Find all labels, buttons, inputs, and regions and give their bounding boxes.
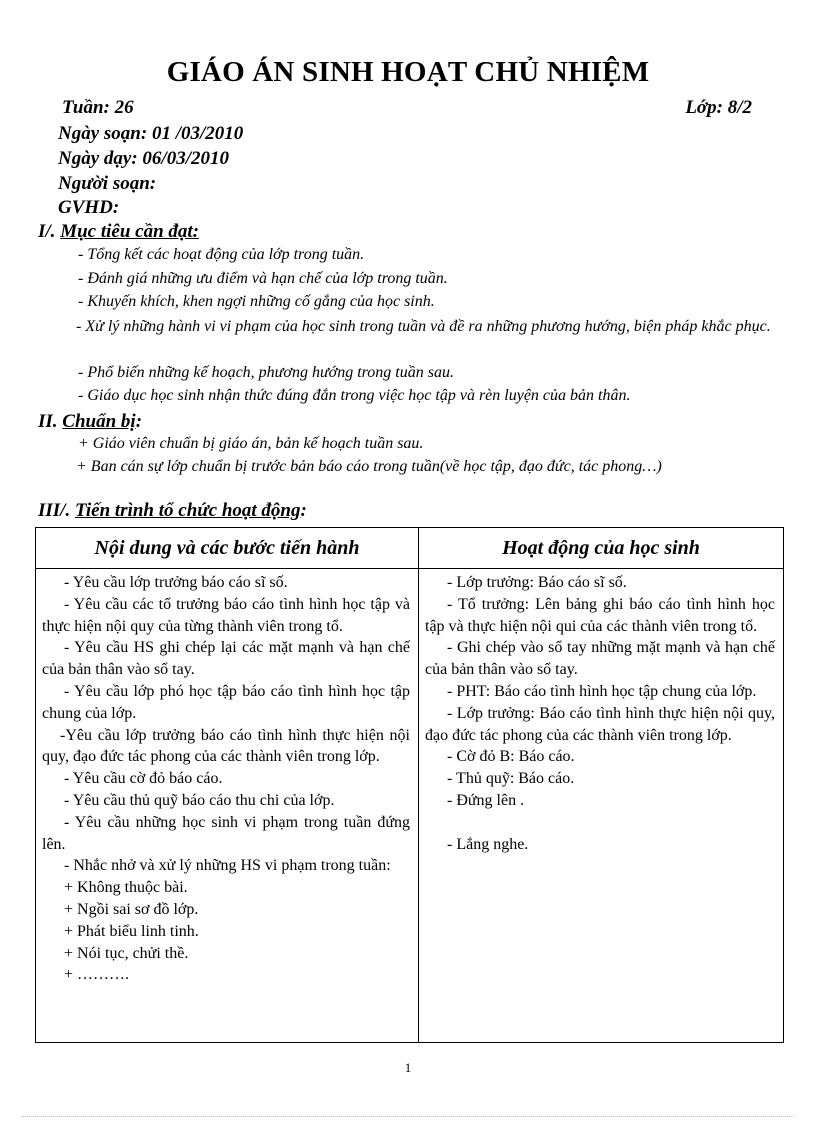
activity-step: - Lắng nghe. bbox=[447, 835, 529, 853]
table-row bbox=[36, 569, 784, 1043]
section1-item: - Phổ biến những kế hoạch, phương hướng trong tuần sau. bbox=[78, 364, 454, 381]
activity-step: - Lớp trưởng: Báo cáo tình hình thực hiện nội quy, đạo đức tác phong của các thành viên trong lớp. bbox=[425, 704, 775, 744]
section1-number: I/. bbox=[38, 221, 61, 242]
activity-step: - Lớp trưởng: Báo cáo sĩ số. bbox=[447, 574, 627, 591]
content-step: -Yêu cầu lớp trưởng báo cáo tình hình thực hiện nội quy, đạo đức tác phong của các thành viên trong lớp. bbox=[42, 726, 410, 766]
section1-title: Mục tiêu cần đạt: bbox=[60, 221, 199, 242]
content-step: + ………. bbox=[64, 966, 130, 984]
content-cell bbox=[36, 569, 419, 1043]
section1-item: - Xử lý những hành vi vi phạm của học sinh trong tuần và đề ra những phương hướng, biện pháp khắc phục. bbox=[76, 318, 771, 335]
author-label: Người soạn: bbox=[58, 173, 157, 194]
page-break-line bbox=[22, 1116, 794, 1117]
date-taught: Ngày dạy: 06/03/2010 bbox=[58, 148, 229, 169]
activity-step: - Thủ quỹ: Báo cáo. bbox=[447, 770, 575, 788]
activity-cell bbox=[419, 569, 784, 1043]
content-step: - Yêu cầu thủ quỹ báo cáo thu chi của lớp. bbox=[64, 791, 335, 809]
section1-item: - Giáo dục học sinh nhận thức đúng đắn trong việc học tập và rèn luyện của bản thân. bbox=[78, 387, 631, 404]
content-step: - Yêu cầu lớp trưởng báo cáo sĩ số. bbox=[64, 574, 288, 591]
page-number: 1 bbox=[404, 1060, 412, 1075]
section2-title: Chuẩn bị bbox=[62, 411, 136, 432]
section2-number: II. bbox=[38, 411, 63, 432]
section1-item: - Tổng kết các hoạt động của lớp trong tuần. bbox=[78, 246, 365, 263]
section1-heading bbox=[38, 221, 199, 243]
activity-step: - Ghi chép vào sổ tay những mặt mạnh và hạn chế của bản thân vào sổ tay. bbox=[425, 639, 775, 679]
activity-step: - Cờ đỏ B: Báo cáo. bbox=[447, 748, 575, 766]
content-step: - Yêu cầu những học sinh vi phạm trong tuần đứng lên. bbox=[42, 813, 410, 853]
section3-title: Tiến trình tổ chức hoạt động bbox=[74, 500, 301, 521]
section2-item: + Giáo viên chuẩn bị giáo án, bản kế hoạch tuần sau. bbox=[78, 435, 424, 452]
activity-step: - Đứng lên . bbox=[447, 791, 525, 809]
activity-step: - PHT: Báo cáo tình hình học tập chung của lớp. bbox=[447, 682, 757, 700]
activity-table bbox=[35, 527, 784, 1043]
content-step: + Không thuộc bài. bbox=[64, 879, 188, 897]
section3-heading bbox=[38, 500, 307, 522]
section1-item: - Đánh giá những ưu điểm và hạn chế của lớp trong tuần. bbox=[78, 270, 448, 287]
content-step: - Yêu cầu các tổ trưởng báo cáo tình hình học tập và thực hiện nội quy của từng thành viên trong tổ. bbox=[42, 595, 410, 635]
supervisor-label: GVHD: bbox=[58, 197, 120, 218]
table-header-activity: Hoạt động của học sinh bbox=[419, 528, 784, 569]
content-step: - Nhắc nhở và xử lý những HS vi phạm trong tuần: bbox=[64, 857, 391, 875]
content-step: + Phát biểu linh tinh. bbox=[64, 922, 199, 940]
content-step: + Nói tục, chửi thề. bbox=[64, 944, 189, 962]
table-header-content: Nội dung và các bước tiến hành bbox=[36, 528, 419, 569]
date-prepared: Ngày soạn: 01 /03/2010 bbox=[58, 123, 244, 144]
section2-item: + Ban cán sự lớp chuẩn bị trước bản báo cáo trong tuần(về học tập, đạo đức, tác phong…) bbox=[76, 458, 662, 475]
content-step: + Ngồi sai sơ đồ lớp. bbox=[64, 900, 199, 918]
content-step: - Yêu cầu lớp phó học tập báo cáo tình hình học tập chung của lớp. bbox=[42, 682, 410, 722]
section3-number: III/. bbox=[38, 500, 75, 521]
content-step: - Yêu cầu HS ghi chép lại các mặt mạnh và hạn chế của bản thân vào sổ tay. bbox=[42, 639, 410, 679]
class-label: Lớp: 8/2 bbox=[685, 97, 752, 118]
page-title: GIÁO ÁN SINH HOẠT CHỦ NHIỆM bbox=[166, 56, 650, 88]
week-label: Tuần: 26 bbox=[62, 97, 134, 118]
section2-heading bbox=[38, 411, 142, 433]
content-step: - Yêu cầu cờ đỏ báo cáo. bbox=[64, 770, 223, 788]
activity-step: - Tổ trưởng: Lên bảng ghi báo cáo tình hình học tập và thực hiện nội qui của các thành viên trong tổ. bbox=[425, 595, 775, 635]
section1-item: - Khuyến khích, khen ngợi những cố gắng của học sinh. bbox=[78, 293, 435, 310]
section3-colon: : bbox=[300, 500, 307, 521]
section2-colon: : bbox=[135, 411, 143, 432]
table-header-row bbox=[36, 528, 784, 569]
